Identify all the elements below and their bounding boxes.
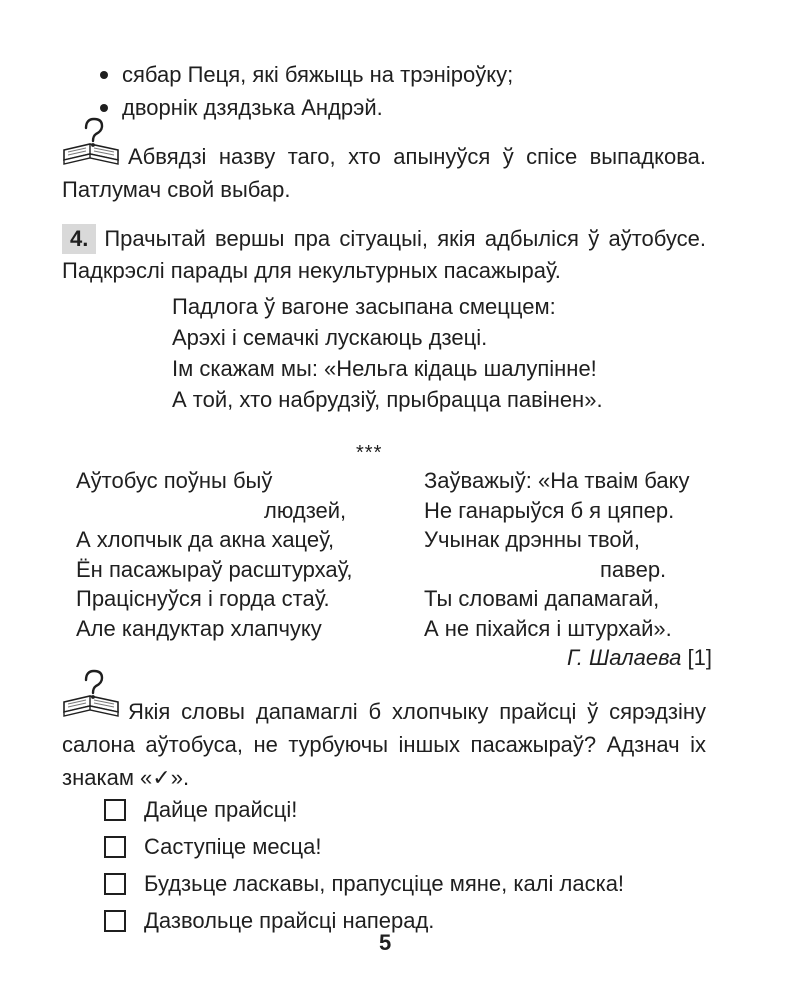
list-item-text: сябар Пеця, які бяжыць на трэніроўку; [122,61,514,87]
poem-line: Але кандуктар хлапчуку [76,615,322,641]
poem-attribution [567,643,712,673]
checkbox[interactable] [104,836,126,858]
poem-2-left-column [76,466,353,643]
option-label: Дазвольце прайсці наперад. [144,907,435,933]
task-4-line: Падкрэслі парады для некультурных пасажыраў. [62,258,561,283]
option-label: Саступіце месца! [144,833,322,859]
poem-line: Не ганарыўся б я цяпер. [424,497,675,523]
question-1-line: Абвядзі назву таго, хто апынуўся ў спісе выпадкова. [128,144,706,169]
checkbox[interactable] [104,873,126,895]
checkbox[interactable] [104,799,126,821]
answer-option[interactable] [104,865,624,902]
poem-line: людзей, [264,497,347,523]
poem-line: А хлопчык да акна хацеў, [76,527,335,552]
question-2 [62,697,706,793]
question-2-line: Якія словы дапамаглі б хлопчыку прайсці ў сярэдзіну [128,699,706,724]
poem-line: Учынак дрэнны твой, [424,527,641,552]
list-item [100,91,513,124]
task-4-line [62,224,706,254]
poem-line: Ім скажам мы: «Нельга кідаць шалупінне! [172,356,597,381]
task-4 [62,224,706,286]
poem-line: павер. [600,556,667,582]
question-2-line [62,763,706,793]
poem-reference: [1] [687,645,712,670]
list-item [100,58,513,91]
poem-line: Праціснуўся і горда стаў. [76,586,330,611]
question-1 [62,142,706,205]
answer-options [104,791,624,939]
poem-line: Заўважыў: «На тваім баку [424,468,690,493]
answer-option[interactable] [104,828,624,865]
poem-line: Ты словамі дапамагай, [424,586,660,611]
poem-line: Аўтобус поўны быў [76,468,273,493]
poem-line: Ён пасажыраў расштурхаў, [76,556,353,582]
list-item-text: дворнік дзядзька Андрэй. [122,94,383,120]
question-2-text: знакам « [62,765,153,790]
poem-line: А той, хто набрудзіў, прыбрацца павінен». [172,387,603,412]
question-1-line: Патлумач свой выбар. [62,177,291,202]
bullet-list [100,58,513,124]
option-label: Будзьце ласкавы, прапусціце мяне, калі ласка! [144,870,625,896]
page-number: 5 [379,930,392,955]
poem-separator: *** [356,442,383,464]
poem-1 [172,292,603,416]
question-2-text: ». [170,765,190,790]
answer-option[interactable] [104,902,624,939]
answer-option[interactable] [104,791,624,828]
poem-author: Г. Шалаева [567,645,682,670]
task-number-badge: 4. [62,224,96,254]
poem-2-right-column [424,466,690,643]
bullet-dot [100,104,108,112]
task-4-text: Прачытай вершы пра сітуацыі, якія адбыліся ў аўтобусе. [104,226,706,251]
poem-line: Падлога ў вагоне засыпана смеццем: [172,294,556,319]
bullet-dot [100,71,108,79]
option-label: Дайце прайсці! [144,796,298,822]
checkbox[interactable] [104,910,126,932]
poem-line: Арэхі і семачкі лускаюць дзеці. [172,325,488,350]
question-2-line: салона аўтобуса, не турбуючы іншых пасажыраў? Адзнач іх [62,732,706,757]
poem-line: А не піхайся і штурхай». [424,615,672,641]
checkmark-icon: ✓ [152,765,171,790]
